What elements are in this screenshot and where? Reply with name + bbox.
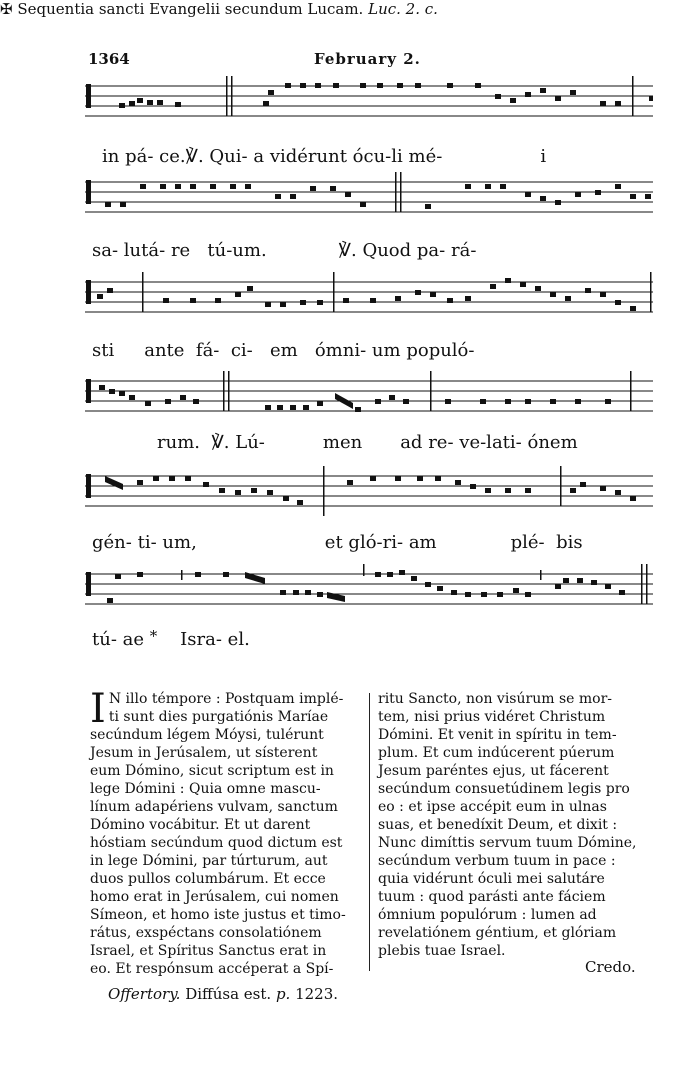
- chant-staff-1: [85, 76, 653, 146]
- offertory-line: [108, 985, 338, 1003]
- offertory-page-abbrev: p.: [275, 985, 291, 1003]
- text-line: Símeon, et homo iste justus et timo-: [90, 907, 346, 923]
- text-line: eum Dómino, sicut scriptum est in: [90, 763, 334, 779]
- running-title: February 2.: [314, 50, 421, 68]
- text-line: Jesum paréntes ejus, ut fácerent: [378, 763, 609, 779]
- chant-staff-2: [85, 172, 653, 242]
- text-line: suas, et benedíxit Deum, et dixit :: [378, 817, 618, 833]
- text-line: rátus, exspéctans consolatiónem: [90, 925, 322, 941]
- text-line: plebis tuae Israel.: [378, 943, 506, 959]
- text-line: eo : et ipse accépit eum in ulnas: [378, 799, 607, 815]
- text-line: Nunc dimíttis servum tuum Dómine,: [378, 835, 637, 851]
- chant-staff-4: [85, 371, 653, 441]
- lyric-line-5: gén- ti- um, et gló-ri- am plé- bis: [92, 532, 583, 553]
- cross-icon: ✠: [0, 0, 13, 18]
- gospel-title: Sequentia sancti Evangelii secundum Lucam.: [17, 0, 364, 18]
- text-line: Jesum in Jerúsalem, ut sísterent: [90, 745, 318, 761]
- text-line: Israel, et Spíritus Sanctus erat in: [90, 943, 327, 959]
- lyric-line-3: sti ante fá- ci- em ómni- um populó-: [92, 340, 475, 361]
- chant-staff-5: [85, 466, 653, 536]
- text-line: eo. Et respónsum accéperat a Spí-: [90, 961, 334, 977]
- offertory-text: Diffúsa est.: [185, 985, 272, 1003]
- text-line: plum. Et cum indúcerent púerum: [378, 745, 615, 761]
- text-line: secúndum verbum tuum in pace :: [378, 853, 616, 869]
- lyric-line-4: rum. ℣. Lú- men ad re- ve-lati- ónem: [157, 432, 578, 453]
- text-line: tem, nisi prius vidéret Christum: [378, 709, 606, 725]
- text-line: ti sunt dies purgatiónis Maríae: [108, 709, 329, 725]
- gospel-text-left-column: [90, 686, 368, 978]
- gospel-heading: [0, 0, 684, 18]
- credo-label: Credo.: [585, 958, 636, 976]
- text-line: lege Dómini : Quia omne mascu-: [90, 781, 321, 797]
- right-column-lines: [378, 690, 656, 960]
- gospel-reference: Luc. 2. c.: [368, 0, 438, 18]
- gospel-text-right-column: [378, 690, 656, 960]
- left-column-lines: [90, 686, 368, 978]
- lyric-line-1: in pá- ce.℣. Qui- a vidérunt ócu-li mé- i: [102, 146, 547, 167]
- text-line: secúndum consuetúdinem legis pro: [378, 781, 630, 797]
- chant-staff-6: [85, 564, 653, 634]
- text-line: in lege Dómini, par túrturum, aut: [90, 853, 328, 869]
- offertory-label: Offertory.: [108, 985, 181, 1003]
- text-line: revelatiónem géntium, et glóriam: [378, 925, 617, 941]
- page-number: 1364: [88, 50, 130, 68]
- text-line: tuum : quod parásti ante fáciem: [378, 889, 606, 905]
- text-line: Dómini. Et venit in spíritu in tem-: [378, 727, 617, 743]
- chant-staff-3: [85, 272, 653, 342]
- offertory-page: 1223.: [295, 985, 339, 1003]
- drop-cap-initial: I: [90, 686, 106, 732]
- text-line: N illo témpore : Postquam implé-: [108, 691, 344, 707]
- text-line: quia vidérunt óculi mei salutáre: [378, 871, 605, 887]
- text-line: Dómino vocábitur. Et ut darent: [90, 817, 311, 833]
- text-line: línum adapériens vulvam, sanctum: [90, 799, 338, 815]
- lyric-line-6: tú- ae * Isra- el.: [92, 627, 250, 650]
- text-line: duos pullos columbárum. Et ecce: [90, 871, 326, 887]
- text-line: ómnium populórum : lumen ad: [378, 907, 597, 923]
- lyric-line-2: sa- lutá- re tú-um. ℣. Quod pa- rá-: [92, 240, 477, 261]
- text-line: secúndum légem Móysi, tulérunt: [90, 727, 324, 743]
- text-line: homo erat in Jerúsalem, cui nomen: [90, 889, 339, 905]
- column-divider: [369, 693, 370, 971]
- text-line: hóstiam secúndum quod dictum est: [90, 835, 343, 851]
- text-line: ritu Sancto, non visúrum se mor-: [378, 691, 612, 707]
